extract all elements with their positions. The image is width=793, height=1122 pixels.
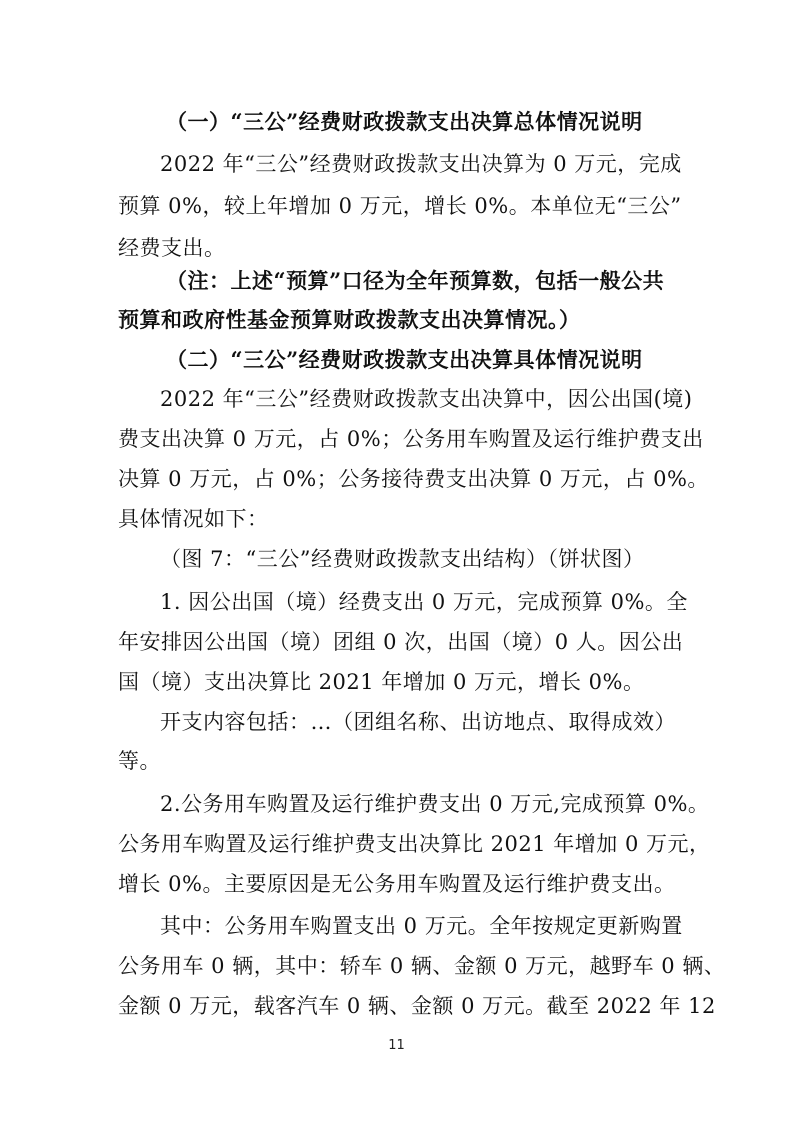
section1-note-line: 预算和政府性基金预算财政拨款支出决算情况。） [118, 307, 581, 332]
section1-para-line: 2022 年“三公”经费财政拨款支出决算为 0 万元，完成 [160, 152, 682, 176]
item2-detail-line: 公务用车 0 辆，其中：轿车 0 辆、金额 0 万元，越野车 0 辆、 [118, 954, 726, 978]
section2-para-line: 决算 0 万元，占 0%；公务接待费支出决算 0 万元，占 0%。 [118, 467, 709, 491]
section1-note-line: （注：上述“预算”口径为全年预算数，包括一般公共 [166, 268, 665, 293]
section1-para-line: 预算 0%，较上年增加 0 万元，增长 0%。本单位无“三公” [118, 194, 682, 218]
item1-content-line: 等。 [118, 749, 161, 773]
item2-detail-line: 其中：公务用车购置支出 0 万元。全年按规定更新购置 [160, 914, 683, 938]
section2-para-line: 费支出决算 0 万元，占 0%；公务用车购置及运行维护费支出 [118, 427, 704, 451]
item2-para-line: 增长 0%。主要原因是无公务用车购置及运行维护费支出。 [118, 872, 676, 896]
page-number: 11 [388, 1038, 405, 1053]
item1-content-line: 开支内容包括：…（团组名称、出访地点、取得成效） [160, 710, 676, 734]
section1-heading: （一）“三公”经费财政拨款支出决算总体情况说明 [166, 109, 643, 134]
item2-detail-line: 金额 0 万元，载客汽车 0 辆、金额 0 万元。截至 2022 年 12 [118, 994, 716, 1018]
section2-para-line: 具体情况如下： [118, 507, 269, 531]
item1-para-line: 年安排因公出国（境）团组 0 次，出国（境）0 人。因公出 [118, 630, 684, 654]
item1-para-line: 国（境）支出决算比 2021 年增加 0 万元，增长 0%。 [118, 670, 645, 694]
section2-para-line: 2022 年“三公”经费财政拨款支出决算中，因公出国(境) [160, 387, 693, 411]
section1-para-line: 经费支出。 [118, 236, 226, 260]
figure-caption: （图 7：“三公”经费财政拨款支出结构）（饼状图） [160, 547, 645, 571]
section2-heading: （二）“三公”经费财政拨款支出决算具体情况说明 [166, 347, 643, 372]
item2-para-line: 2.公务用车购置及运行维护费支出 0 万元,完成预算 0%。 [160, 792, 710, 816]
item2-para-line: 公务用车购置及运行维护费支出决算比 2021 年增加 0 万元， [118, 832, 711, 856]
item1-para-line: 1. 因公出国（境）经费支出 0 万元，完成预算 0%。全 [160, 590, 688, 614]
